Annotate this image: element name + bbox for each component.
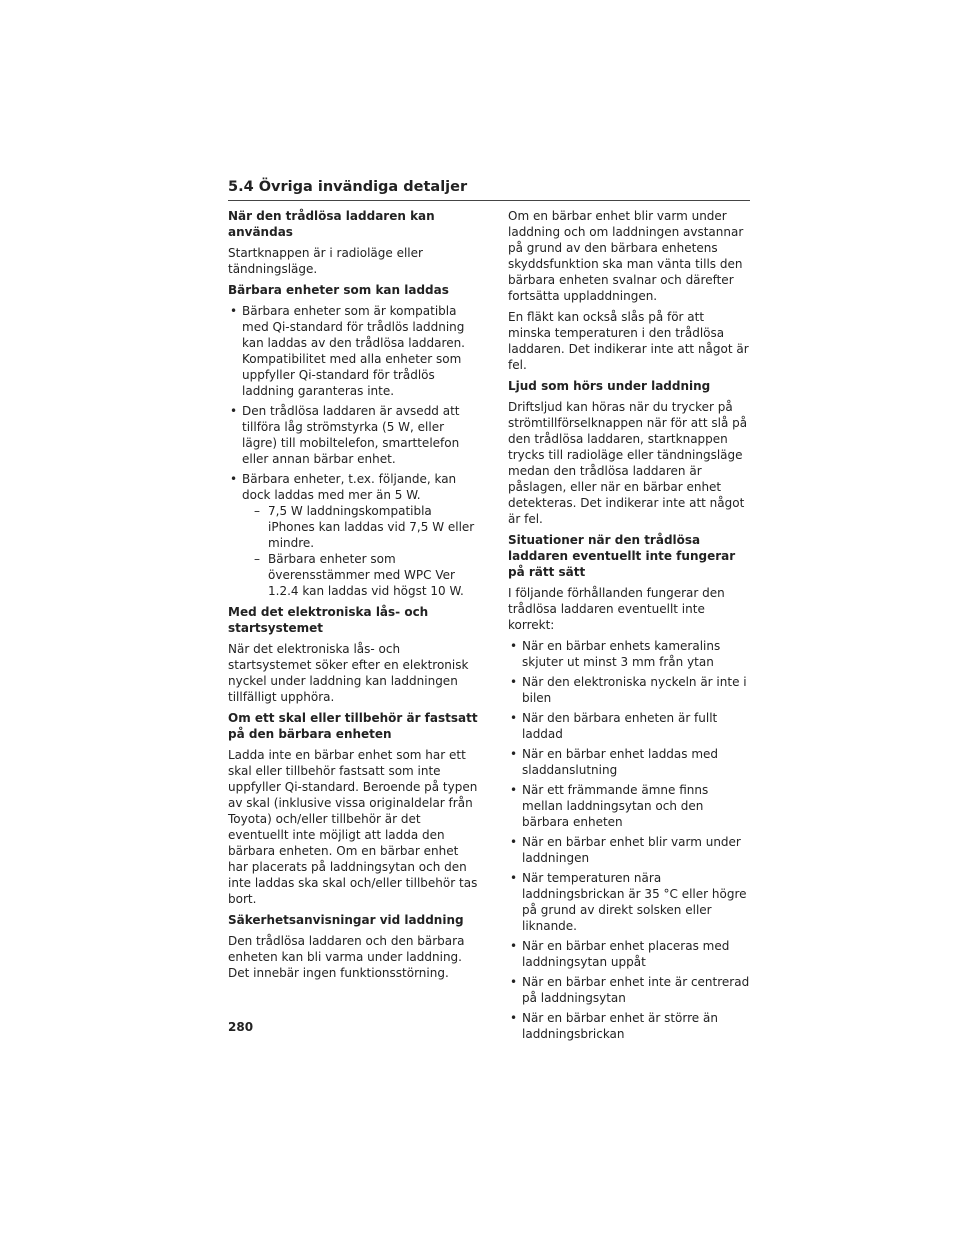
paragraph-smart-key: När det elektroniska lås- och startsystemet söker efter en elektronisk nyckel under laddning kan laddningen tillfälligt upphöra. [228, 642, 469, 704]
list-item: • När den bärbara enheten är fullt laddad [508, 710, 750, 742]
bullet-list-devices [228, 303, 478, 599]
paragraph-conditions: I följande förhållanden fungerar den trådlösa laddaren eventuellt inte korrekt: [508, 586, 725, 632]
list-item: • När en bärbar enhet blir varm under laddningen [508, 834, 750, 866]
section-title: 5.4 Övriga invändiga detaljer [228, 179, 468, 195]
list-item: • När en bärbar enhet inte är centrerad på laddningsytan [508, 974, 750, 1006]
bullet-list-situations [508, 638, 750, 1042]
list-item: • Bärbara enheter som är kompatibla med Qi-standard för trådlös laddning kan laddas av den trådlösa laddaren. Kompatibilitet med alla enheter som uppfyller Qi-standard för trådlös laddning garanteras inte. [228, 303, 478, 399]
paragraph-start-mode: Startknappen är i radioläge eller tändningsläge. [228, 246, 423, 276]
list-item: • När ett främmande ämne finns mellan laddningsytan och den bärbara enheten [508, 782, 750, 830]
paragraph-fan: En fläkt kan också slås på för att minska temperaturen i den trådlösa laddaren. Det indikerar inte att något är fel. [508, 310, 749, 372]
paragraph-sounds: Driftsljud kan höras när du trycker på strömtillförselknappen när för att slå på den trådlösa laddaren, startknappen trycks till radioläge eller tändningsläge medan den trådlösa laddaren är påslagen, eller när en bärbar enhet detekteras. Det indikerar inte att något är fel. [508, 400, 748, 526]
list-item: • När en bärbar enhets kameralins skjuter ut minst 3 mm från ytan [508, 638, 750, 670]
paragraph-safety: Den trådlösa laddaren och den bärbara enheten kan bli varma under laddning. Det innebär ingen funktionsstörning. [228, 934, 465, 980]
right-column [508, 208, 750, 1047]
page-number: 280 [228, 1020, 254, 1034]
heading-malfunction-situations: Situationer när den trådlösa laddaren eventuellt inte fungerar på rätt sätt [508, 533, 736, 579]
heading-safety: Säkerhetsanvisningar vid laddning [228, 913, 464, 927]
list-item: • Den trådlösa laddaren är avsedd att tillföra låg strömstyrka (5 W, eller lägre) till mobiltelefon, smarttelefon eller annan bärbar enhet. [228, 403, 478, 467]
sub-list-item: – Bärbara enheter som överensstämmer med WPC Ver 1.2.4 kan laddas vid högst 10 W. [242, 551, 478, 599]
list-item: • När en bärbar enhet är större än laddningsbrickan [508, 1010, 750, 1042]
paragraph-overheating: Om en bärbar enhet blir varm under laddning och om laddningen avstannar på grund av den bärbara enhetens skyddsfunktion ska man vänta tills den bärbara enheten svalnar och därefter fortsätta uppladdningen. [508, 209, 744, 303]
header-rule [228, 200, 750, 201]
list-item: • När en bärbar enhet laddas med sladdanslutning [508, 746, 750, 778]
list-item [228, 471, 478, 599]
heading-smart-key: Med det elektroniska lås- och startsystemet [228, 605, 429, 635]
sub-list-item: – 7,5 W laddningskompatibla iPhones kan laddas vid 7,5 W eller mindre. [242, 503, 478, 551]
heading-chargeable-devices: Bärbara enheter som kan laddas [228, 283, 449, 297]
heading-sounds: Ljud som hörs under laddning [508, 379, 711, 393]
list-item: • När en bärbar enhet placeras med laddningsytan uppåt [508, 938, 750, 970]
list-item: • När den elektroniska nyckeln är inte i bilen [508, 674, 750, 706]
list-item-text: Bärbara enheter, t.ex. följande, kan dock laddas med mer än 5 W. [242, 472, 457, 502]
left-column [228, 208, 478, 986]
sub-list [242, 503, 478, 599]
list-item: • När temperaturen nära laddningsbrickan är 35 °C eller högre på grund av direkt solsken eller liknande. [508, 870, 750, 934]
paragraph-case-accessory: Ladda inte en bärbar enhet som har ett skal eller tillbehör fastsatt som inte uppfyller Qi-standard. Beroende på typen av skal (inklusive vissa originaldelar från Toyota) och/eller tillbehör är det eventuellt inte möjligt att ladda den bärbara enheten. Om en bärbar enhet har placerats på laddningsytan och den inte laddas ska skal och/eller tillbehör tas bort. [228, 748, 478, 906]
heading-usage: När den trådlösa laddaren kan användas [228, 209, 435, 239]
heading-case-accessory: Om ett skal eller tillbehör är fastsatt på den bärbara enheten [228, 711, 478, 741]
